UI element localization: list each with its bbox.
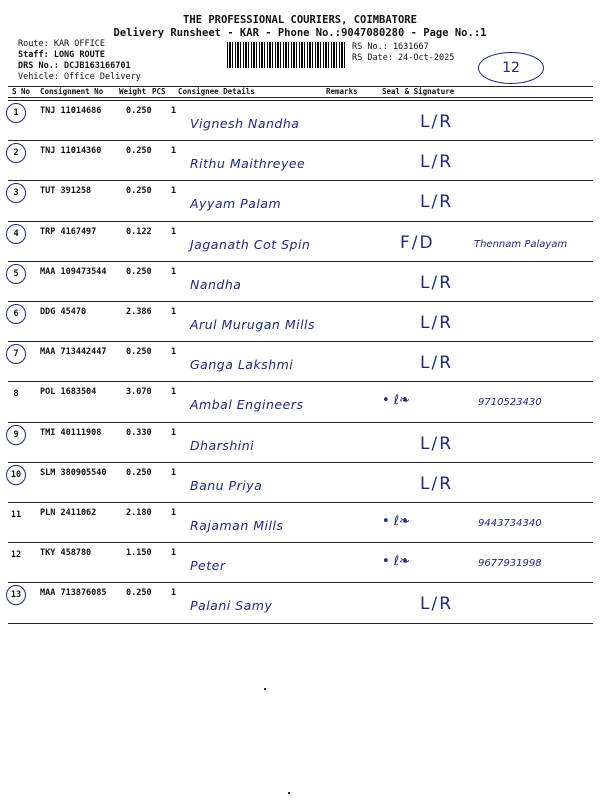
- consignee-name-handwritten: Ayyam Palam: [190, 196, 282, 212]
- table-header-rule: [8, 97, 593, 98]
- col-pcs: PCS: [152, 87, 166, 96]
- consignee-name-handwritten: Dharshini: [190, 437, 255, 453]
- seal-signature-handwritten: L/R: [420, 433, 454, 454]
- pieces-count: 1: [171, 347, 177, 358]
- serial-number: 13: [6, 585, 26, 605]
- row-rule: [8, 582, 593, 583]
- consignment-number: DDG 45470: [40, 307, 87, 317]
- barcode-image: [227, 42, 347, 68]
- consignee-name-handwritten: Arul Murugan Mills: [190, 317, 316, 332]
- stray-mark: [264, 688, 266, 690]
- serial-number: 6: [6, 304, 26, 324]
- row-rule: [8, 542, 593, 543]
- staff-label: Staff: LONG ROUTE: [18, 50, 105, 60]
- seal-signature-handwritten: L/R: [420, 313, 454, 333]
- weight-value: 2.386: [126, 307, 152, 317]
- col-seal: Seal & Signature: [382, 87, 455, 96]
- col-consignee: Consignee Details: [178, 87, 255, 96]
- pieces-count: 1: [171, 508, 177, 518]
- consignment-number: SLM 380905540: [40, 467, 107, 478]
- row-rule: [8, 180, 593, 181]
- consignee-name-handwritten: Nandha: [190, 276, 242, 292]
- serial-number: 9: [6, 425, 26, 445]
- consignment-number: MAA 713442447: [40, 347, 107, 358]
- serial-number: 7: [6, 344, 26, 364]
- consignee-name-handwritten: Jaganath Cot Spin: [190, 236, 311, 252]
- consignee-name-handwritten: Peter: [190, 558, 226, 574]
- seal-signature-handwritten: L/R: [420, 473, 454, 494]
- seal-signature-handwritten: L/R: [420, 112, 454, 132]
- pieces-count: 1: [171, 387, 177, 398]
- row-rule: [8, 502, 593, 503]
- phone-number-handwritten: 9710523430: [478, 397, 542, 409]
- consignee-name-handwritten: Banu Priya: [190, 477, 263, 493]
- company-title: THE PROFESSIONAL COURIERS, COIMBATORE: [183, 14, 417, 26]
- phone-number-handwritten: 9677931998: [478, 558, 542, 570]
- pieces-count: 1: [171, 106, 177, 116]
- vehicle-label: Vehicle: Office Delivery: [18, 72, 141, 82]
- consignee-name-handwritten: Ambal Engineers: [190, 397, 304, 413]
- pieces-count: 1: [171, 427, 177, 438]
- serial-number: 12: [10, 550, 22, 561]
- row-rule: [8, 301, 593, 302]
- route-label: Route: KAR OFFICE: [18, 39, 105, 49]
- row-rule: [8, 381, 593, 382]
- drs-label: DRS No.: DCJB163166701: [18, 61, 131, 71]
- consignment-number: TNJ 11014360: [40, 146, 102, 157]
- consignment-number: TMI 40111908: [40, 427, 102, 438]
- rs-date: RS Date: 24-Oct-2025: [352, 53, 455, 63]
- consignee-name-handwritten: Rajaman Mills: [190, 518, 284, 533]
- serial-number: 11: [10, 510, 22, 520]
- weight-value: 2.180: [126, 508, 152, 518]
- runsheet-subtitle: Delivery Runsheet - KAR - Phone No.:9047080280 - Page No.:1: [113, 27, 487, 39]
- table-header-rule-2: [8, 100, 593, 101]
- pieces-count: 1: [171, 226, 177, 237]
- consignment-number: TRP 4167497: [40, 226, 97, 237]
- seal-signature-handwritten: L/R: [420, 353, 454, 374]
- weight-value: 0.250: [126, 186, 152, 197]
- serial-number: 8: [13, 389, 19, 400]
- serial-number: 4: [6, 224, 26, 244]
- weight-value: 0.250: [126, 106, 152, 116]
- row-rule: [8, 341, 593, 342]
- pieces-count: 1: [171, 588, 177, 599]
- phone-number-handwritten: 9443734340: [478, 518, 542, 529]
- col-remarks: Remarks: [326, 87, 358, 96]
- count-note-handwritten: 12: [478, 52, 544, 84]
- weight-value: 1.150: [126, 548, 152, 559]
- consignment-number: POL 1683504: [40, 387, 97, 398]
- seal-signature-handwritten: L/R: [420, 152, 454, 173]
- pieces-count: 1: [171, 467, 177, 478]
- row-rule: [8, 462, 593, 463]
- weight-value: 3.070: [126, 387, 152, 398]
- consignee-name-handwritten: Ganga Lakshmi: [190, 357, 294, 373]
- weight-value: 0.250: [126, 146, 152, 157]
- serial-number: 5: [6, 264, 26, 284]
- consignment-number: PLN 2411062: [40, 508, 97, 518]
- row-rule: [8, 221, 593, 222]
- seal-signature-handwritten: L/R: [420, 594, 454, 615]
- weight-value: 0.250: [126, 467, 152, 478]
- signature-scribble: • ℓ❧: [382, 554, 411, 570]
- weight-value: 0.250: [126, 588, 152, 599]
- pieces-count: 1: [171, 548, 177, 559]
- consignee-name-handwritten: Palani Samy: [190, 598, 273, 614]
- weight-value: 0.250: [126, 347, 152, 358]
- weight-value: 0.122: [126, 226, 152, 237]
- col-sno: S No: [12, 87, 31, 96]
- signature-scribble: • ℓ❧: [382, 393, 411, 409]
- stray-mark: [288, 792, 290, 794]
- pieces-count: 1: [171, 266, 177, 277]
- serial-number: 1: [6, 103, 26, 123]
- seal-signature-handwritten: L/R: [420, 272, 454, 293]
- serial-number: 3: [6, 183, 26, 203]
- consignment-number: TKY 458780: [40, 548, 92, 559]
- seal-signature-handwritten: F/D: [400, 232, 435, 253]
- col-consignment: Consignment No: [40, 87, 104, 96]
- consignee-name-handwritten: Rithu Maithreyee: [190, 156, 306, 172]
- consignment-number: TNJ 11014686: [40, 106, 102, 116]
- signature-scribble: • ℓ❧: [382, 514, 411, 529]
- row-rule: [8, 261, 593, 262]
- row-rule: [8, 140, 593, 141]
- weight-value: 0.250: [126, 266, 152, 277]
- rs-number: RS No.: 1631667: [352, 42, 429, 52]
- consignment-number: MAA 109473544: [40, 266, 107, 277]
- seal-signature-handwritten: L/R: [420, 192, 454, 213]
- row-rule: [8, 623, 593, 624]
- pieces-count: 1: [171, 307, 177, 317]
- pieces-count: 1: [171, 146, 177, 157]
- serial-number: 2: [6, 143, 26, 163]
- col-weight: Weight: [119, 87, 147, 96]
- consignee-name-handwritten: Vignesh Nandha: [190, 116, 300, 131]
- consignment-number: TUT 391258: [40, 186, 92, 197]
- row-rule: [8, 422, 593, 423]
- consignment-number: MAA 713876085: [40, 588, 107, 599]
- weight-value: 0.330: [126, 427, 152, 438]
- remark-handwritten: Thennam Palayam: [474, 238, 568, 250]
- serial-number: 10: [6, 465, 26, 485]
- pieces-count: 1: [171, 186, 177, 197]
